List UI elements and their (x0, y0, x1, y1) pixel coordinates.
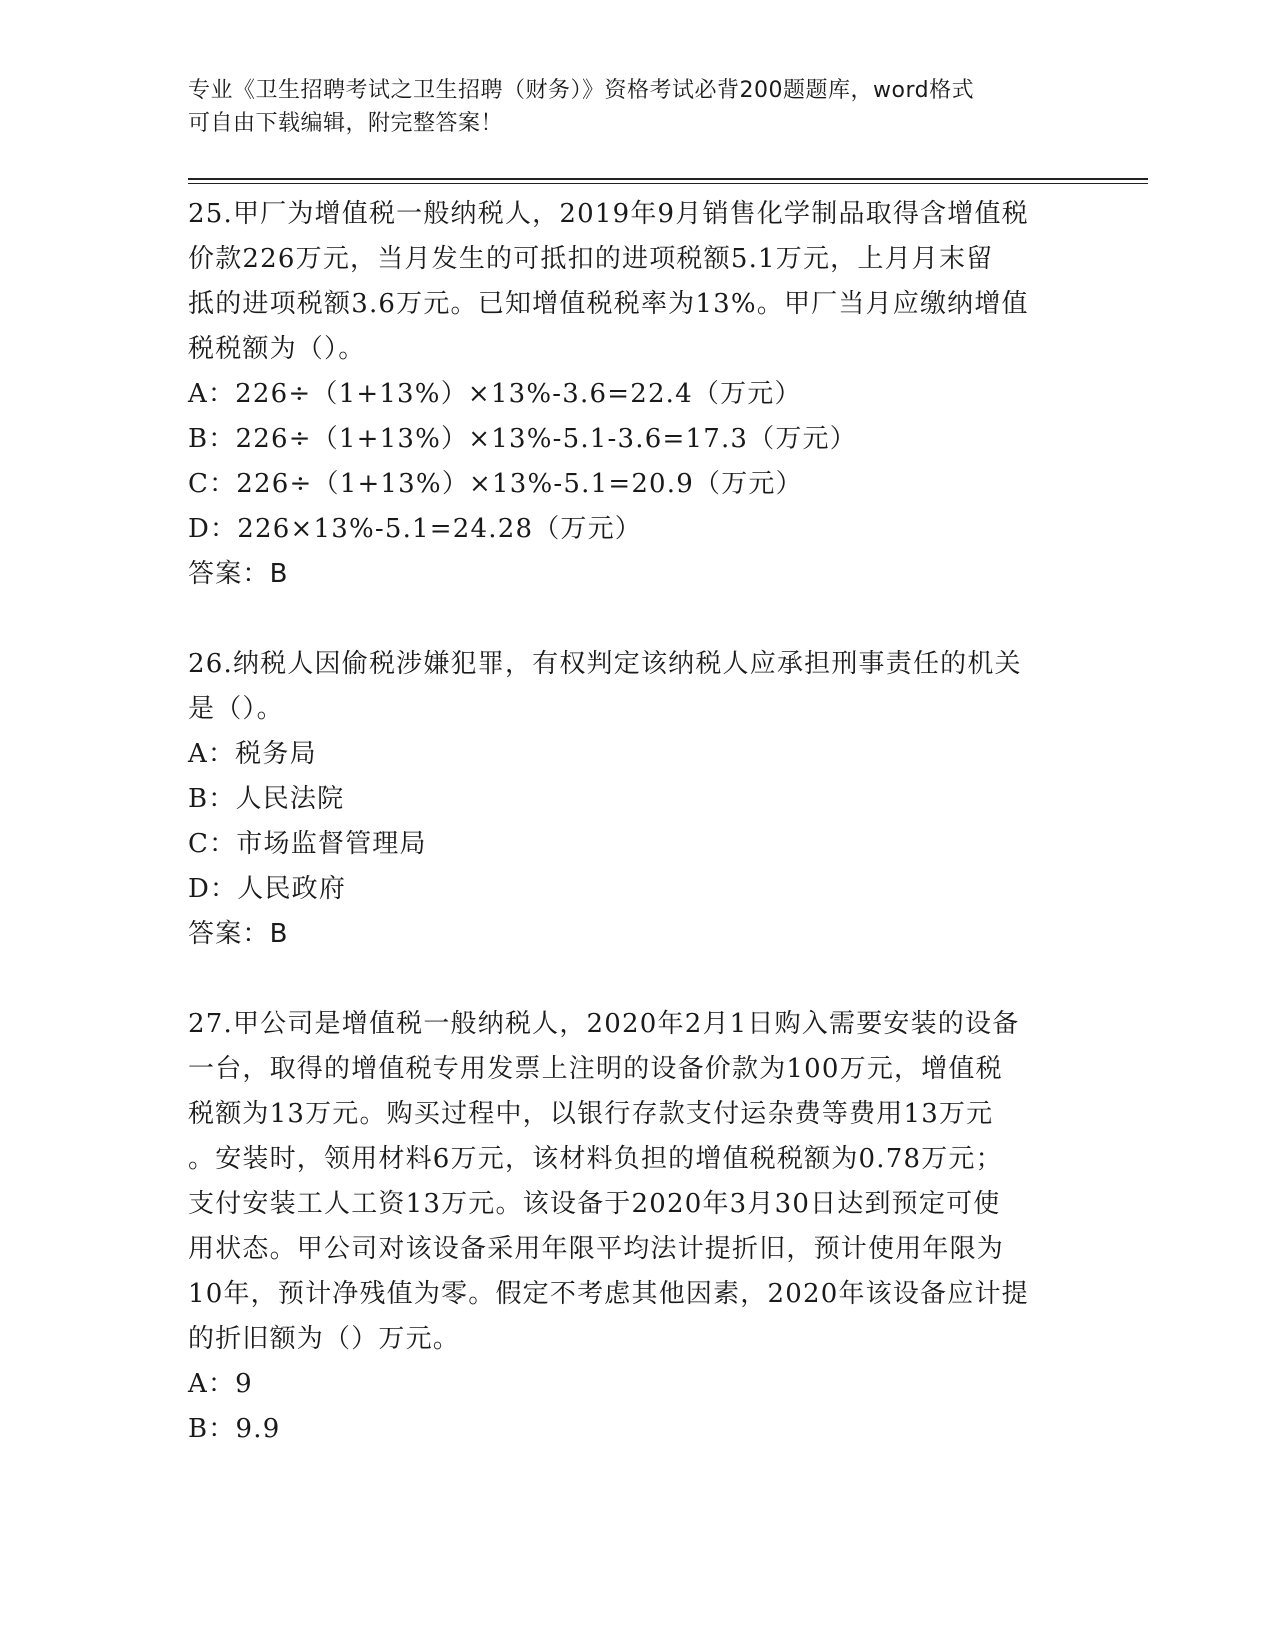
stem-line: 税税额为（）。 (188, 334, 366, 364)
stem-line: 是（）。 (188, 694, 284, 724)
questions-container (188, 192, 1078, 1452)
stem-line: 一台，取得的增值税专用发票上注明的设备价款为100万元，增值税 (188, 1054, 1003, 1084)
header-line-2: 可自由下载编辑，附完整答案！ (188, 111, 504, 136)
stem-line: 的折旧额为（）万元。 (188, 1324, 461, 1354)
option-c: C：市场监督管理局 (188, 829, 427, 859)
question-stem (188, 192, 1078, 372)
option-d: D：人民政府 (188, 874, 347, 904)
option-c: C：226÷（1+13%）×13%-5.1=20.9（万元） (188, 469, 803, 499)
stem-line: 25.甲厂为增值税一般纳税人，2019年9月销售化学制品取得含增值税 (188, 199, 1029, 229)
option-b: B：9.9 (188, 1414, 281, 1444)
option-d: D：226×13%-5.1=24.28（万元） (188, 514, 642, 544)
stem-line: 。安装时，领用材料6万元，该材料负担的增值税税额为0.78万元； (188, 1144, 1003, 1174)
document-header (188, 74, 1088, 140)
option-b: B：人民法院 (188, 784, 345, 814)
question-25 (188, 192, 1078, 597)
spacer (188, 597, 1078, 642)
stem-line: 用状态。甲公司对该设备采用年限平均法计提折旧，预计使用年限为 (188, 1234, 1005, 1264)
stem-line: 价款226万元，当月发生的可抵扣的进项税额5.1万元，上月月末留 (188, 244, 994, 274)
option-a: A：226÷（1+13%）×13%-3.6=22.4（万元） (188, 379, 802, 409)
option-a: A：9 (188, 1369, 253, 1399)
answer: 答案：B (188, 559, 289, 589)
question-stem (188, 642, 1078, 732)
question-27 (188, 1002, 1078, 1452)
stem-line: 抵的进项税额3.6万元。已知增值税税率为13%。甲厂当月应缴纳增值 (188, 289, 1029, 319)
stem-line: 税额为13万元。购买过程中，以银行存款支付运杂费等费用13万元 (188, 1099, 994, 1129)
header-line-1: 专业《卫生招聘考试之卫生招聘（财务）》资格考试必背200题题库，word格式 (188, 78, 975, 103)
question-26 (188, 642, 1078, 957)
stem-line: 10年，预计净残值为零。假定不考虑其他因素，2020年该设备应计提 (188, 1279, 1029, 1309)
stem-line: 26.纳税人因偷税涉嫌犯罪，有权判定该纳税人应承担刑事责任的机关 (188, 649, 1022, 679)
option-b: B：226÷（1+13%）×13%-5.1-3.6=17.3（万元） (188, 424, 857, 454)
question-stem (188, 1002, 1078, 1362)
answer: 答案：B (188, 919, 289, 949)
header-divider-thick (188, 178, 1148, 180)
stem-line: 支付安装工人工资13万元。该设备于2020年3月30日达到预定可使 (188, 1189, 1001, 1219)
spacer (188, 957, 1078, 1002)
header-divider-thin (188, 183, 1148, 184)
option-a: A：税务局 (188, 739, 317, 769)
stem-line: 27.甲公司是增值税一般纳税人，2020年2月1日购入需要安装的设备 (188, 1009, 1020, 1039)
